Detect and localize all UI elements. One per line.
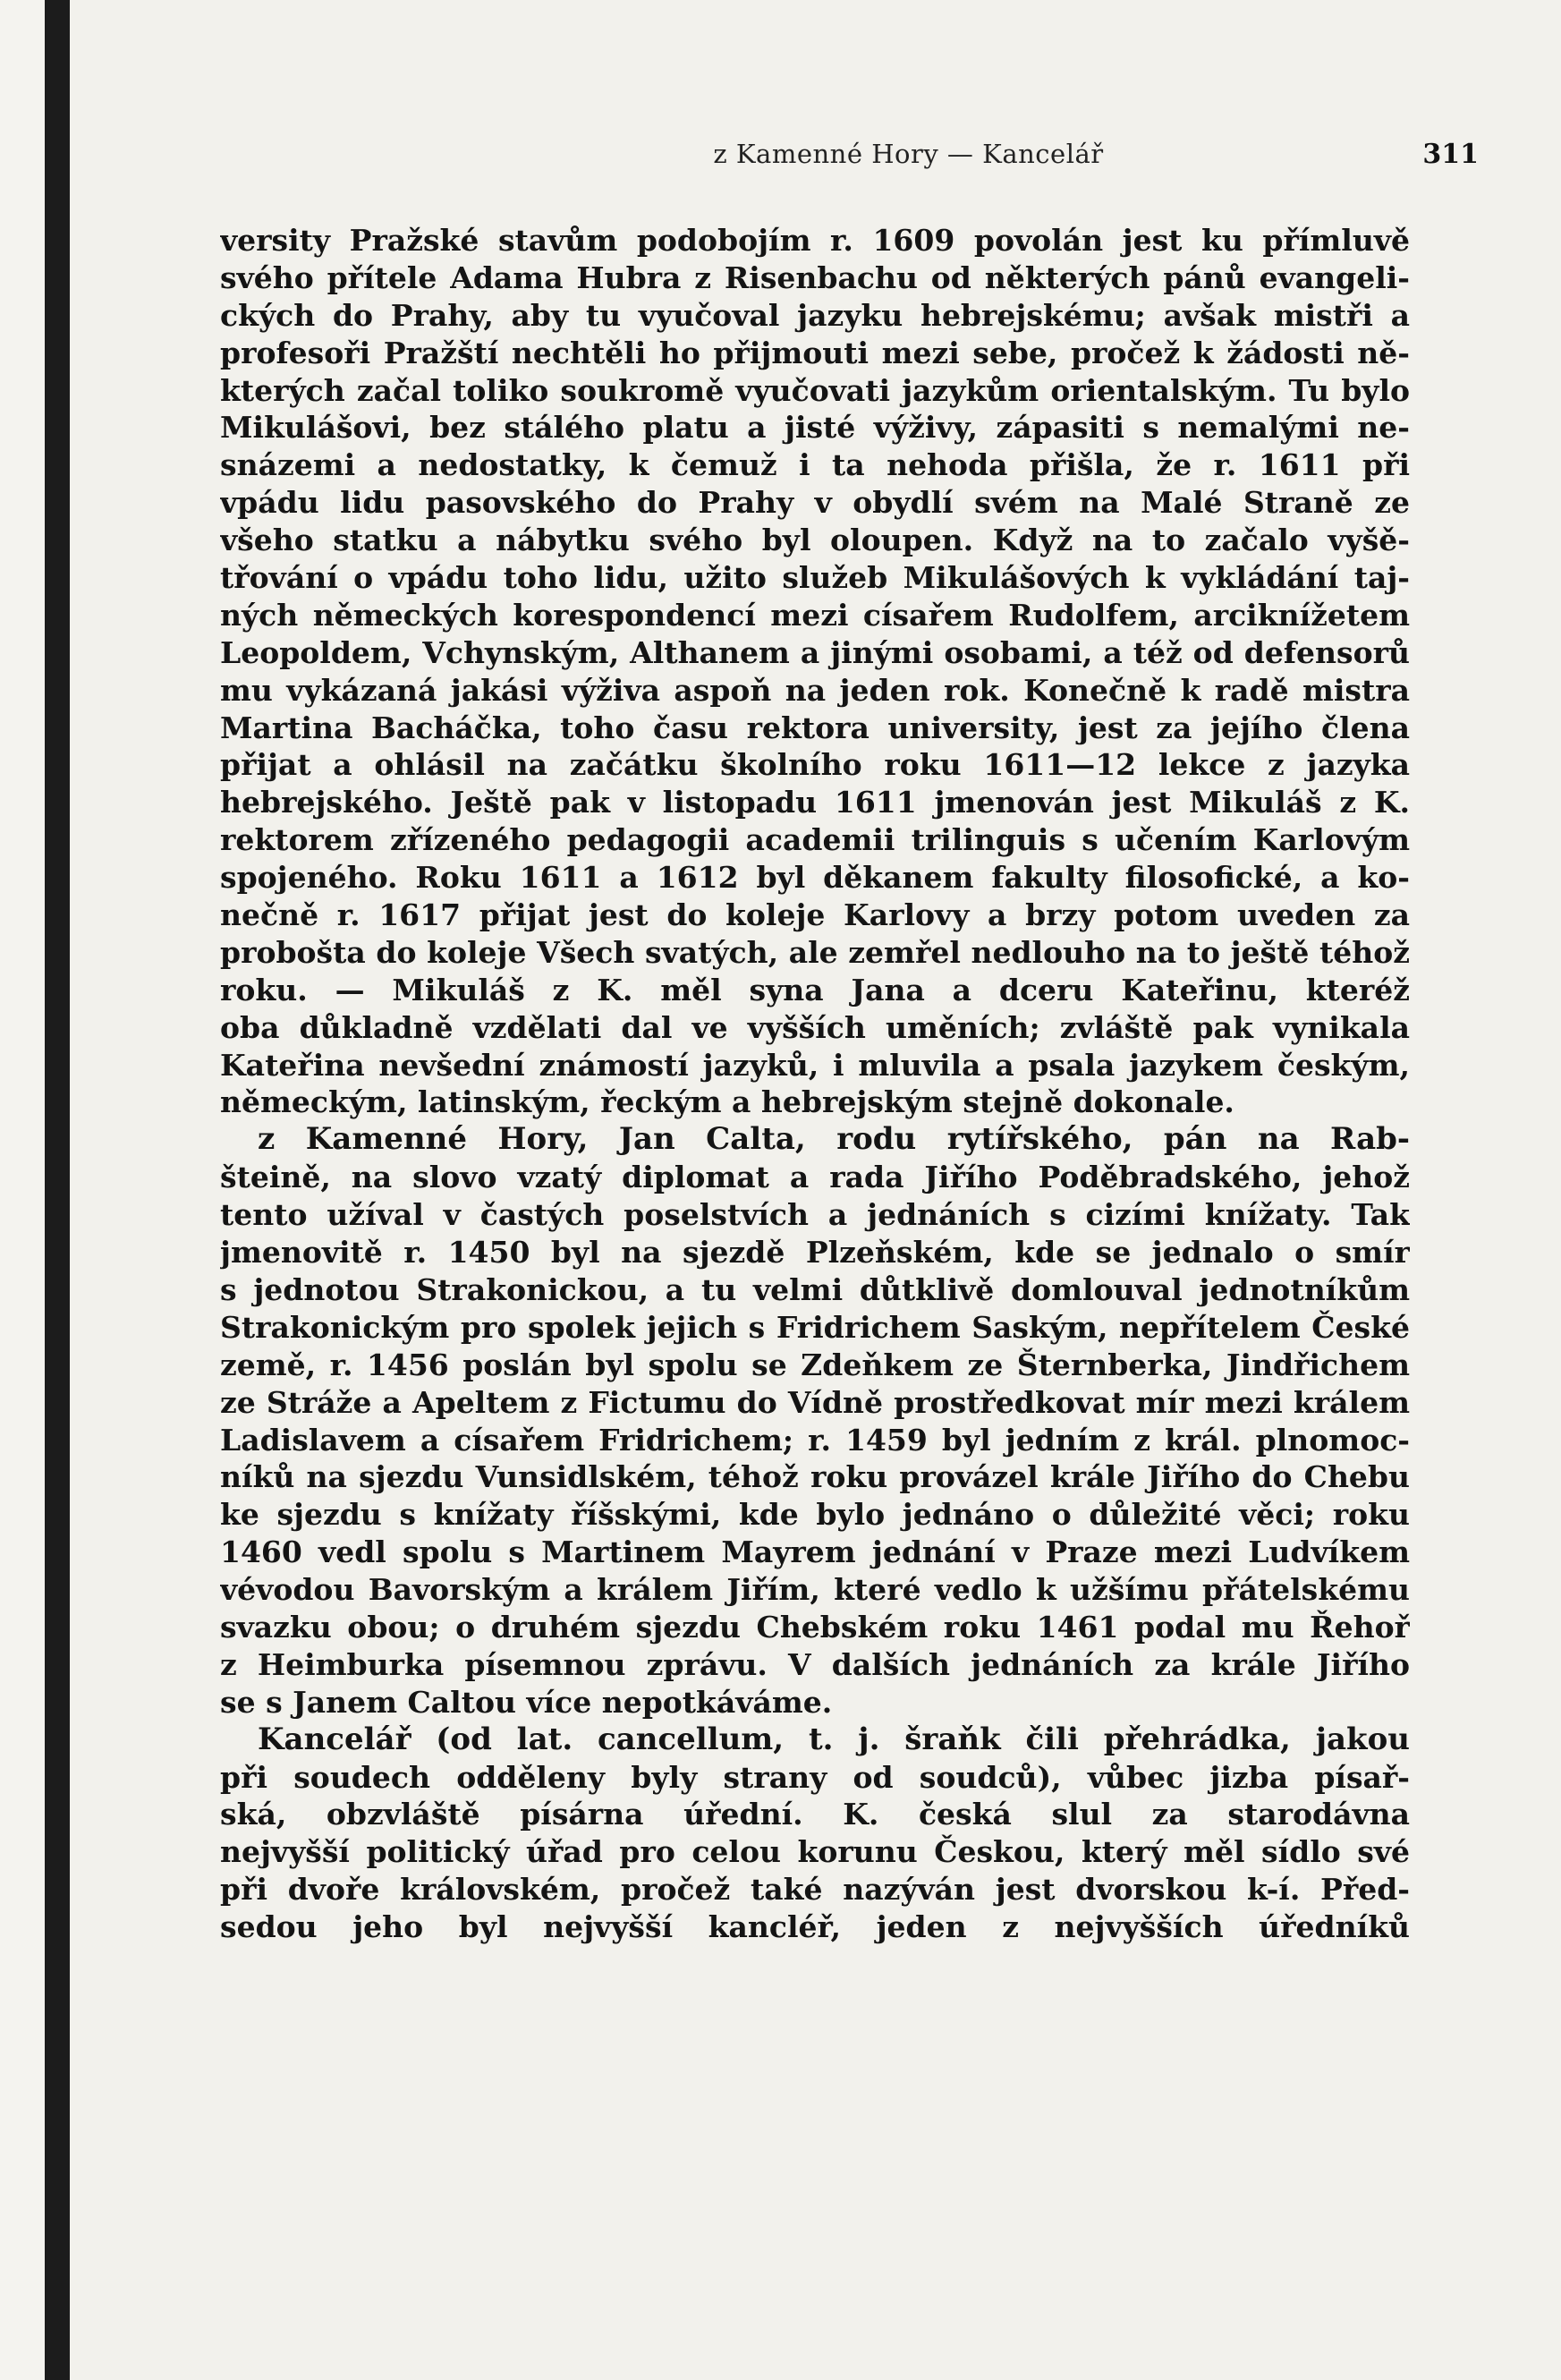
entry-heading-line: z Kamenné Hory, Jan Calta, rodu rytířského, pán na Rab- (258, 1121, 1410, 1158)
text-line: šteině, na slovo vzatý diplomat a rada Jiřího Poděbradského, jehož (220, 1160, 1410, 1195)
text-line: vpádu lidu pasovského do Prahy v obydlí svém na Malé Straně ze (220, 485, 1410, 521)
text-line: třování o vpádu toho lidu, užito služeb Mikulášových k vykládání taj- (220, 560, 1410, 596)
text-line: Strakonickým pro spolek jejich s Fridrichem Saským, nepřítelem České (220, 1309, 1410, 1345)
book-page (70, 0, 1561, 2380)
running-title: z Kamenné Hory — Kancelář (713, 139, 1104, 169)
text-line: spojeného. Roku 1611 a 1612 byl děkanem fakulty filosofické, a ko- (220, 860, 1410, 896)
text-line: roku. — Mikuláš z K. měl syna Jana a dceru Kateřinu, kteréž (220, 972, 1410, 1007)
text-line: přijat a ohlásil na začátku školního roku 1611—12 lekce z jazyka (220, 747, 1410, 783)
text-line: země, r. 1456 poslán byl spolu se Zdeňkem ze Šternberka, Jindřichem (220, 1347, 1410, 1382)
text-line: Kateřina nevšední známostí jazyků, i mluvila a psala jazykem českým, (220, 1047, 1410, 1083)
page-header (338, 139, 1479, 174)
text-line: všeho statku a nábytku svého byl oloupen. Když na to začalo vyšě- (220, 523, 1410, 558)
text-line: ze Stráže a Apeltem z Fictumu do Vídně prostředkovat mír mezi králem (220, 1384, 1410, 1420)
text-line: oba důkladně vzdělati dal ve vyšších uměních; zvláště pak vynikala (220, 1009, 1410, 1045)
page-number: 311 (1422, 139, 1479, 170)
text-line: ke sjezdu s knížaty říšskými, kde bylo jednáno o důležité věci; roku (220, 1497, 1410, 1533)
text-line: svého přítele Adama Hubra z Risenbachu od některých pánů evangeli- (220, 259, 1410, 295)
text-line: nejvyšší politický úřad pro celou korunu Českou, který měl sídlo své (220, 1834, 1410, 1870)
text-line: při soudech odděleny byly strany od soudců), vůbec jizba písař- (220, 1759, 1410, 1795)
adjacent-page-edge (0, 0, 45, 2380)
text-line: z Heimburka písemnou zprávu. V dalších jednáních za krále Jiřího (220, 1646, 1410, 1682)
body-text (220, 222, 1410, 1946)
text-line: vévodou Bavorským a králem Jiřím, které vedlo k užšímu přátelskému (220, 1572, 1410, 1608)
text-line: Ladislavem a císařem Fridrichem; r. 1459 byl jedním z král. plnomoc- (220, 1422, 1410, 1458)
text-line: nečně r. 1617 přijat jest do koleje Karlovy a brzy potom uveden za (220, 897, 1410, 933)
text-line: s jednotou Strakonickou, a tu velmi důtklivě domlouval jednotníkům (220, 1271, 1410, 1307)
text-line: tento užíval v častých poselstvích a jednáních s cizími knížaty. Tak (220, 1197, 1410, 1233)
text-line: sedou jeho byl nejvyšší kancléř, jeden z nejvyšších úředníků (220, 1909, 1410, 1945)
text-line: ská, obzvláště písárna úřední. K. česká slul za starodávna (220, 1797, 1410, 1832)
text-line: kterých začal toliko soukromě vyučovati jazykům orientalským. Tu bylo (220, 372, 1410, 408)
text-line: profesoři Pražští nechtěli ho přijmouti mezi sebe, pročež k žádosti ně- (220, 335, 1410, 370)
text-line: versity Pražské stavům podobojím r. 1609 povolán jest ku přímluvě (220, 223, 1410, 258)
text-line: se s Janem Caltou více nepotkáváme. (220, 1684, 833, 1720)
text-line: německým, latinským, řeckým a hebrejským stejně dokonale. (220, 1084, 1234, 1120)
text-line: Mikulášovi, bez stálého platu a jisté výživy, zápasiti s nemalými ne- (220, 410, 1410, 446)
text-line: mu vykázaná jakási výživa aspoň na jeden rok. Konečně k radě mistra (220, 672, 1410, 708)
text-line: 1460 vedl spolu s Martinem Mayrem jednání v Praze mezi Ludvíkem (220, 1534, 1410, 1570)
entry-heading-line: Kancelář (od lat. cancellum, t. j. šraňk čili přehrádka, jakou (258, 1721, 1410, 1757)
text-line: Martina Bacháčka, toho času rektora university, jest za jejího člena (220, 710, 1410, 745)
text-line: při dvoře královském, pročež také nazýván jest dvorskou k-í. Před- (220, 1872, 1410, 1908)
text-line: svazku obou; o druhém sjezdu Chebském roku 1461 podal mu Řehoř (220, 1609, 1410, 1645)
text-line: snázemi a nedostatky, k čemuž i ta nehoda přišla, že r. 1611 při (220, 447, 1410, 483)
text-line: Leopoldem, Vchynským, Althanem a jinými osobami, a též od defensorů (220, 634, 1410, 670)
text-line: ných německých korespondencí mezi císařem Rudolfem, arciknížetem (220, 597, 1410, 633)
text-line: probošta do koleje Všech svatých, ale zemřel nedlouho na to ještě téhož (220, 934, 1410, 970)
text-line: rektorem zřízeného pedagogii academii trilinguis s učením Karlovým (220, 822, 1410, 858)
text-line: hebrejského. Ještě pak v listopadu 1611 jmenován jest Mikuláš z K. (220, 785, 1410, 820)
text-line: níků na sjezdu Vunsidlském, téhož roku provázel krále Jiřího do Chebu (220, 1459, 1410, 1495)
text-line: jmenovitě r. 1450 byl na sjezdě Plzeňském, kde se jednalo o smír (220, 1235, 1410, 1271)
text-line: ckých do Prahy, aby tu vyučoval jazyku hebrejskému; avšak mistři a (220, 297, 1410, 333)
